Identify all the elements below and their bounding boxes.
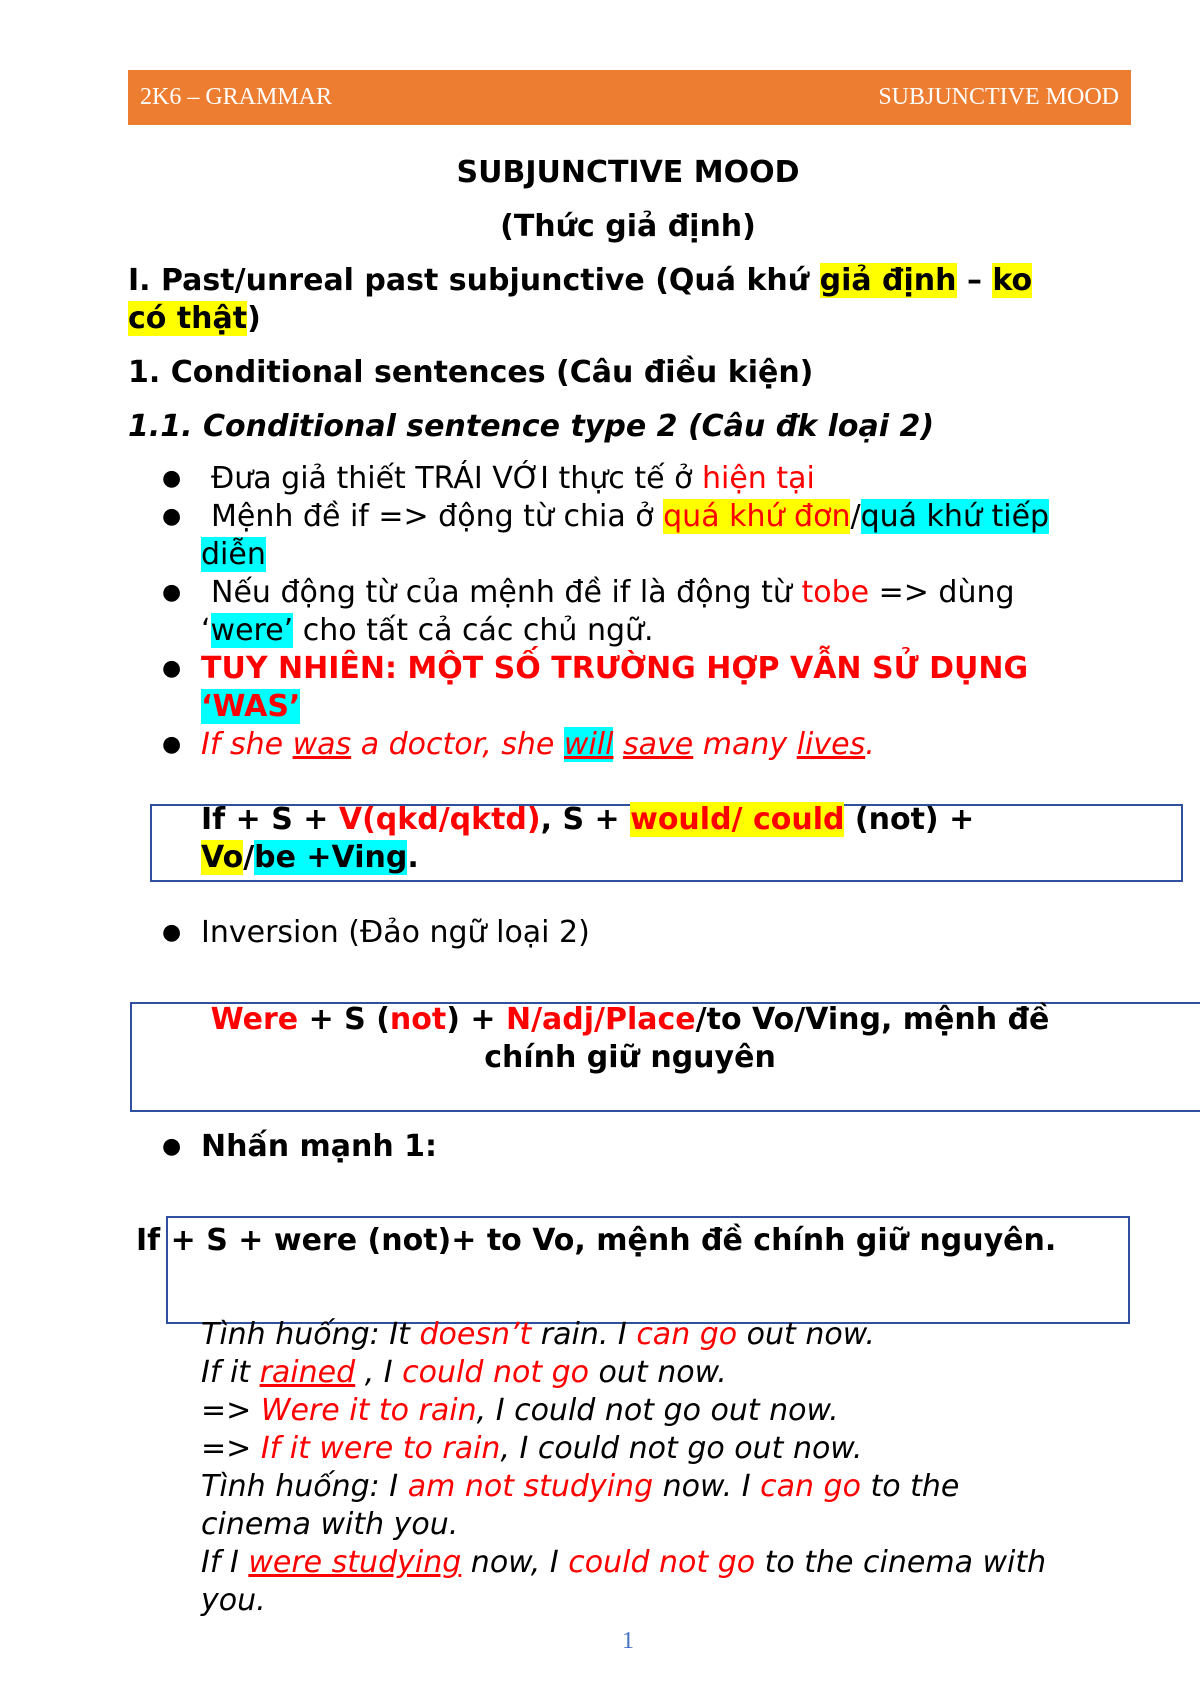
formula-2-line-1: Were + S (not) + N/adj/Place/to Vo/Ving, mệnh đề xyxy=(210,1002,1050,1037)
example-situation-2: Tình huống: I am not studying now. I can go to the xyxy=(201,1469,960,1504)
bullet-5-example: If she was a doctor, she will save many lives. xyxy=(201,727,875,762)
bullet-4-cont: ‘WAS’ xyxy=(201,689,301,724)
example-line-4: => If it were to rain, I could not go out now. xyxy=(201,1431,863,1466)
bullet-2: Mệnh đề if => động từ chia ở quá khứ đơn/quá khứ tiếp xyxy=(211,499,1050,534)
emphasis-heading: Nhấn mạnh 1: xyxy=(201,1129,438,1164)
formula-3: If + S + were (not)+ to Vo, mệnh đề chính giữ nguyên. xyxy=(136,1223,1057,1258)
example-line-2: If it rained , I could not go out now. xyxy=(201,1355,727,1390)
section-1-heading-cont: có thật) xyxy=(128,301,261,336)
doc-subtitle: (Thức giả định) xyxy=(500,209,756,244)
bullet-2-cont: diễn xyxy=(201,537,266,572)
heading-type-2: 1.1. Conditional sentence type 2 (Câu đk loại 2) xyxy=(128,409,935,444)
bullet-4: TUY NHIÊN: MỘT SỐ TRƯỜNG HỢP VẪN SỬ DỤNG xyxy=(201,651,1029,686)
bullet-icon: ● xyxy=(162,466,182,491)
header-right: SUBJUNCTIVE MOOD xyxy=(878,84,1119,110)
bullet-icon: ● xyxy=(162,504,182,529)
example-situation-2-cont: cinema with you. xyxy=(201,1507,459,1542)
heading-conditional: 1. Conditional sentences (Câu điều kiện) xyxy=(128,355,814,390)
example-line-6: If I were studying now, I could not go to the cinema with xyxy=(201,1545,1047,1580)
example-situation-1: Tình huống: It doesn’t rain. I can go out now. xyxy=(201,1317,875,1352)
bullet-icon: ● xyxy=(162,920,182,945)
bullet-1: Đưa giả thiết TRÁI VỚI thực tế ở hiện tại xyxy=(211,461,815,496)
formula-1-line-1: If + S + V(qkd/qktd), S + would/ could (not) + xyxy=(201,802,975,837)
bullet-icon: ● xyxy=(162,656,182,681)
formula-1-line-2: Vo/be +Ving. xyxy=(201,840,419,875)
bullet-3: Nếu động từ của mệnh đề if là động từ tobe => dùng xyxy=(211,575,1015,610)
page-number: 1 xyxy=(622,1628,634,1654)
inversion-item: Inversion (Đảo ngữ loại 2) xyxy=(201,915,590,950)
page-header xyxy=(128,70,1131,125)
doc-title: SUBJUNCTIVE MOOD xyxy=(456,155,800,190)
example-line-3: => Were it to rain, I could not go out now. xyxy=(201,1393,839,1428)
bullet-icon: ● xyxy=(162,732,182,757)
example-line-6-cont: you. xyxy=(201,1583,266,1618)
header-left: 2K6 – GRAMMAR xyxy=(140,84,333,110)
section-1-heading: I. Past/unreal past subjunctive (Quá khứ giả định – ko xyxy=(128,263,1033,298)
bullet-3-cont: ‘were’ cho tất cả các chủ ngữ. xyxy=(201,613,654,648)
formula-2-line-2: chính giữ nguyên xyxy=(484,1040,776,1075)
bullet-icon: ● xyxy=(162,580,182,605)
bullet-icon: ● xyxy=(162,1134,182,1159)
